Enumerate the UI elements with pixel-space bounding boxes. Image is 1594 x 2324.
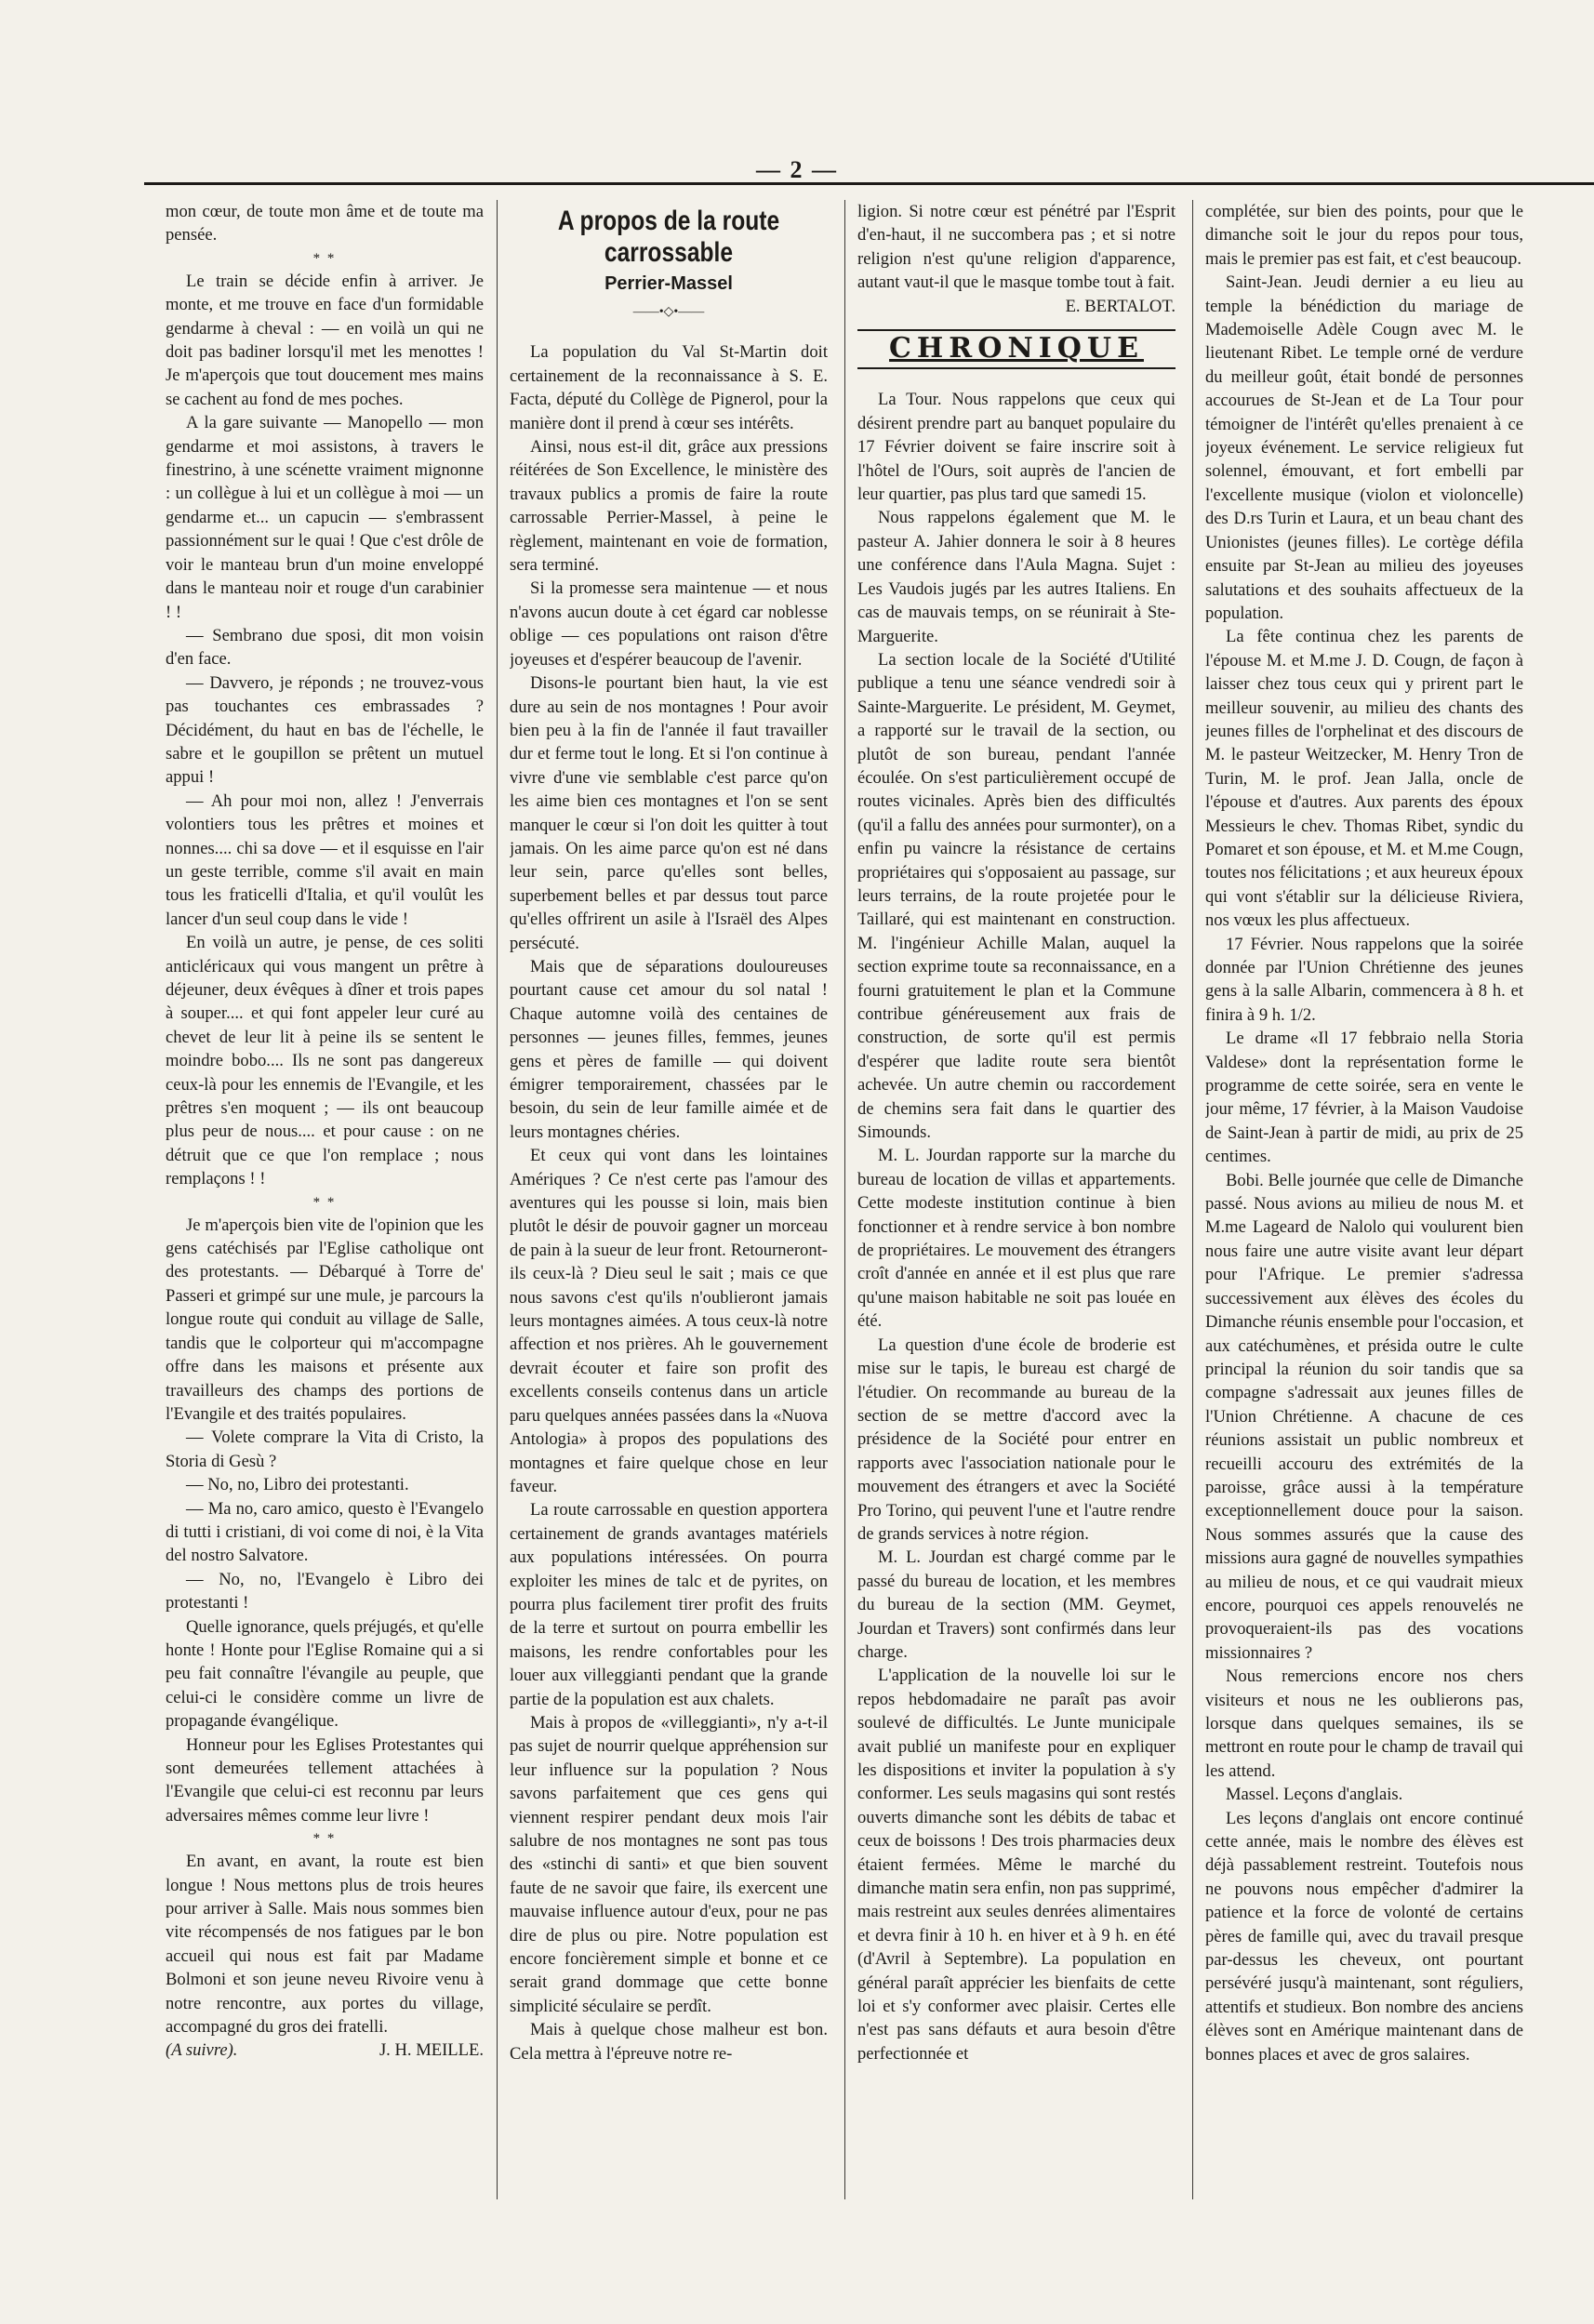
- paragraph: En voilà un autre, je pense, de ces soliti anticléricaux qui vous mangent un prêtre à déjeuner, deux évêques à dîner et trois papes à souper.... et qui font appeler leur curé au chevet de leur lit à peine ils se sentent le moindre bobo.... Ils ne sont pas dangereux ceux-là pour les ennemis de l'Evangile, et les prêtres s'en moquent ; — ils ont beaucoup plus peur de nous.... et pour cause : on ne détruit que ce que l'on remplace ; nous remplaçons ! !: [166, 933, 484, 1189]
- paragraph: La fête continua chez les parents de l'épouse M. et M.me J. D. Cougn, de façon à laisser chez tous ceux qui y prirent part le meilleur souvenir, au milieu des chants des jeunes filles de l'orphelinat et des discours de M. le pasteur Weitzecker, M. Henry Tron de Turin, M. le prof. Jean Jalla, oncle de l'épouse et d'autres. Aux parents des époux Messieurs le chev. Thomas Ribet, syndic du Pomaret et son épouse, et M. et M.me Cougn, toutes nos félicitations ; et aux heureux époux qui vont s'établir sur la délicieuse Riviera, nos vœux les plus affectueux.: [1205, 627, 1523, 931]
- paragraph: — Ah pour moi non, allez ! J'enverrais volontiers tous les prêtres et moines et nonnes.... chi sa dove — et il esquisse en l'air un geste terrible, comme s'il avait en main tous les fraticelli d'Italia, et qu'il voulût les lancer d'un seul coup dans le vide !: [166, 790, 484, 929]
- page-number: — 2 —: [756, 156, 838, 183]
- section-stars: * *: [312, 1831, 337, 1847]
- paragraph: La Tour. Nous rappelons que ceux qui désirent prendre part au banquet populaire du 17 Février doivent se faire inscrire soit à l'hôtel de l'Ours, soit auprès de l'ancien de leur quartier, pas plus tard que samedi 15.: [857, 390, 1176, 505]
- paragraph: mon cœur, de toute mon âme et de toute ma pensée.: [166, 202, 484, 246]
- author-signature: E. BERTALOT.: [1065, 296, 1176, 316]
- article-subtitle: Perrier-Massel: [604, 273, 733, 294]
- paragraph: L'application de la nouvelle loi sur le repos hebdomadaire ne paraît pas avoir soulevé de difficultés. Le Junte municipale avait publié un manifeste pour en expliquer les dispositions et inviter la population à s'y conformer. Les seuls magasins qui sont restés ouverts dimanche sont les débits de tabac et ceux de boissons ! Des trois pharmacies deux étaient fermées. Même le marché du dimanche matin sera enfin, non pas supprimé, mais restreint aux seules denrées alimentaires et devra finir à 10 h. en hiver et à 9 h. en été (d'Avril à Septembre). La population en général paraît apprécier les bienfaits de cette loi et s'y conformer avec plaisir. Certes elle n'est pas sans défauts et aura besoin d'être perfectionnée et: [857, 1666, 1176, 2064]
- paragraph: — Sembrano due sposi, dit mon voisin d'en face.: [166, 625, 484, 670]
- paragraph: Mais que de séparations douloureuses pourtant cause cet amour du sol natal ! Chaque automne voilà des centaines de personnes — jeunes filles, femmes, jeunes gens et pères de famille — qui doivent émigrer temporairement, chassées par le besoin, du sein de leur famille aimée et de leurs montagnes chéries.: [510, 956, 828, 1142]
- header-rule: [144, 182, 1594, 185]
- column-4: [1205, 200, 1523, 2199]
- paragraph: Disons-le pourtant bien haut, la vie est dure au sein de nos montagnes ! Pour avoir bien peu à la fin de l'année il faut travailler dur et ferme tout le long. Et si l'on continue à vivre d'une vie semblable c'est parce qu'on les aime bien ces montagnes et l'on se sent manquer le cœur si l'on doit les quitter à tout jamais. On les aime parce qu'on est né dans leur sein, parce qu'elles sont belles, superbement belles et par dessus tout parce qu'elles offrirent un asile à l'Israël des Alpes persécuté.: [510, 673, 828, 953]
- column-3: [857, 200, 1176, 2199]
- paragraph: M. L. Jourdan rapporte sur la marche du bureau de location de villas et appartements. Cette modeste institution continue à bien fonctionner et à rendre service à bon nombre de propriétaires. Le mouvement des étrangers croît d'année en année et il est plus que rare qu'une maison habitable ne soit pas louée en été.: [857, 1146, 1176, 1332]
- paragraph: Honneur pour les Eglises Protestantes qui sont demeurées tellement attachées à l'Evangile que celui-ci est reconnu par leurs adversaires mêmes comme leur livre !: [166, 1734, 484, 1826]
- column-1: [166, 200, 484, 2199]
- section-stars: * *: [312, 250, 337, 266]
- paragraph: La population du Val St-Martin doit certainement de la reconnaissance à S. E. Facta, député du Collège de Pignerol, pour la manière dont il prend à cœur ses intérêts.: [510, 342, 828, 433]
- paragraph: Le drame «Il 17 febbraio nella Storia Valdese» dont la représentation forme le programme de cette soirée, sera en vente le jour même, 17 février, à la Maison Vaudoise de Saint-Jean à partir de midi, au prix de 25 centimes.: [1205, 1029, 1523, 1167]
- section-stars: * *: [312, 1194, 337, 1210]
- paragraph: La route carrossable en question apportera certainement de grands avantages matériels aux populations intéressées. On pourra exploiter les mines de talc et de pyrites, on pourra plus facilement tirer profit des fruits de la terre et surtout on pourra embellir les maisons, les rendre confortables pour les louer aux villeggianti pendant que la grande partie de la population est aux chalets.: [510, 1500, 828, 1709]
- paragraph: Mais à quelque chose malheur est bon. Cela mettra à l'épreuve notre re-: [510, 2020, 828, 2064]
- article-columns: [166, 200, 1561, 2199]
- paragraph: Saint-Jean. Jeudi dernier a eu lieu au temple la bénédiction du mariage de Mademoiselle Adèle Cougn avec M. le lieutenant Ribet. Le temple orné de verdure du meilleur goût, était bondé de personnes accourues de St-Jean et de La Tour pour témoigner de l'intérêt qu'elles prenaient à ce joyeux événement. Le service religieux fut solennel, émouvant, et fort embelli par l'excellente musique (violon et violoncelle) des D.rs Turin et Laura, et un beau chant des Unionistes (jeunes filles). Le cortège défila ensuite par St-Jean au milieu des joyeuses salutations et des souhaits affectueux de la population.: [1205, 272, 1523, 623]
- paragraph: Quelle ignorance, quels préjugés, et qu'elle honte ! Honte pour l'Eglise Romaine qui a si peu fait connaître l'évangile au peuple, que celui-ci le considère comme un livre de propagande évangélique.: [166, 1616, 484, 1732]
- paragraph: En avant, en avant, la route est bien longue ! Nous mettons plus de trois heures pour arriver à Salle. Mais nous sommes bien vite récompensés de nos fatigues par le bon accueil qui nous est fait par Madame Bolmoni et son jeune neveu Rivoire venu à notre rencontre, aux portes du village, accompagné du gros dei fratelli.: [166, 1852, 484, 2038]
- chronique-header: [857, 329, 1176, 369]
- paragraph: Nous remercions encore nos chers visiteurs et nous ne les oublierons pas, lorsque dans quelques semaines, ils se mettront en route pour le champ de travail qui les attend.: [1205, 1667, 1523, 1781]
- a-suivre-note: (A suivre).: [166, 2040, 238, 2061]
- paragraph: Bobi. Belle journée que celle de Dimanche passé. Nous avions au milieu de nous M. et M.me Lageard de Nalolo qui voulurent bien nous faire une autre visite avant leur départ pour l'Afrique. Le premier s'adressa successivement aux élèves des écoles du Dimanche réunis ensemble pour l'occasion, et aux catéchumènes, et présida outre le culte principal la réunion du soir tandis que sa compagne s'adressait aux jeunes filles de l'Union Chrétienne. A chacune de ces réunions assistait un public nombreux et recueilli accouru des extrémités de la paroisse, grâce aussi à la température exceptionnellement douce pour la saison. Nous sommes assurés que la cause des missions aura gagné de nouvelles sympathies au milieu de nous, et ce qui vaudrait mieux encore, pourquoi ces appels renouvelés ne provoqueraient-ils pas des vocations missionnaires ?: [1205, 1170, 1523, 1663]
- paragraph: Si la promesse sera maintenue — et nous n'avons aucun doute à cet égard car noblesse oblige — ces populations ont raison d'être joyeuses et d'espérer beaucoup de l'avenir.: [510, 578, 828, 670]
- paragraph: Les leçons d'anglais ont encore continué cette année, mais le nombre des élèves est déjà passablement restreint. Toutefois nous ne pouvons nous empêcher d'admirer la patience et la force de volonté de certains pères de famille qui, avec du travail presque par-dessus les cheveux, ont pourtant persévéré jusqu'à maintenant, sont réguliers, attentifs et studieux. Bon nombre des anciens élèves sont en Amérique maintenant dans de bonnes places et avec de gros salaires.: [1205, 1808, 1523, 2065]
- ornament-divider: ——•◇•——: [632, 305, 705, 319]
- paragraph: — Davvero, je réponds ; ne trouvez-vous pas touchantes ces embrassades ? Décidément, du haut en bas de l'échelle, le sabre et le goupillon se prêtent un mutuel appui !: [166, 672, 484, 788]
- column-2: [510, 200, 828, 2199]
- paragraph: A la gare suivante — Manopello — mon gendarme et moi assistons, à travers le finestrino, à une scénette vraiment mignonne : un collègue à lui et un collègue à moi — un gendarme et... un capucin — s'embrassent passionnément sur le quai ! Que c'est drôle de voir le manteau brun d'un moine enveloppé dans le manteau noir et rouge d'un carabinier ! !: [166, 413, 484, 622]
- signature-line: [166, 2038, 484, 2062]
- paragraph: Le train se décide enfin à arriver. Je monte, et me trouve en face d'un formidable gendarme à cheval : — en voilà un qui ne doit pas badiner lorsqu'il met les menottes ! Je m'aperçois que tout doucement mes mains se cachent au fond de mes poches.: [166, 271, 484, 409]
- paragraph: La question d'une école de broderie est mise sur le tapis, le bureau est chargé de l'étudier. On recommande au bureau de la section de se mettre d'accord avec la présidence de la Société pour entrer en rapports avec l'association nationale pour le mouvement des étrangers et avec la Société Pro Torino, qui peuvent l'une et l'autre rendre de grands services à notre région.: [857, 1335, 1176, 1544]
- paragraph: La section locale de la Société d'Utilité publique a tenu une séance vendredi soir à Sainte-Marguerite. Le président, M. Geymet, a rapporté sur le travail de la section, ou plutôt de son bureau, pendant l'année écoulée. On s'est particulièrement occupé de routes vicinales. Après bien des difficultés (qu'il a fallu des années pour surmonter), on a enfin pu vaincre la résistance de certains propriétaires qui s'opposaient au passage, sur leurs terrains, de la route projetée pour le Taillaré, qui est maintenant en construction. M. l'ingénieur Achille Malan, auquel la section exprime toute sa reconnaissance, en a fourni gratuitement le plan et la Commune contribue généreusement aux frais de construction, de sorte qu'il est permis d'espérer que ladite route sera bientôt achevée. Un autre chemin ou raccordement de chemins sera fait dans le quartier des Simounds.: [857, 649, 1176, 1143]
- paragraph: Massel. Leçons d'anglais.: [1226, 1785, 1403, 1805]
- paragraph: Ainsi, nous est-il dit, grâce aux pressions réitérées de Son Excellence, le ministère des travaux publics a promis de faire la route carrossable Perrier-Massel, à peine le règlement, maintenant en voie de formation, sera terminé.: [510, 437, 828, 576]
- column-divider: [1192, 200, 1193, 2199]
- author-signature: J. H. MEILLE.: [379, 2040, 484, 2061]
- paragraph: — Volete comprare la Vita di Cristo, la Storia di Gesù ?: [166, 1428, 484, 1471]
- paragraph: 17 Février. Nous rappelons que la soirée donnée par l'Union Chrétienne des jeunes gens à la salle Albarin, commencera à 8 h. et finira à 9 h. 1/2.: [1205, 934, 1523, 1025]
- paragraph: — No, no, Libro dei protestanti.: [186, 1475, 409, 1495]
- paragraph: Nous rappelons également que M. le pasteur A. Jahier donnera le soir à 8 heures une conférence dans l'Aula Magna. Sujet : Les Vaudois jugés par les autres Italiens. En cas de mauvais temps, on se réunirait à Ste-Marguerite.: [857, 508, 1176, 646]
- paragraph: Je m'aperçois bien vite de l'opinion que les gens catéchisés par l'Eglise catholique ont des protestants. — Débarqué à Torre de' Passeri et grimpé sur une mule, je parcours la longue route qui conduit au village de Salle, tandis que le colporteur qui m'accompagne offre dans les maisons et présente aux travailleurs des champs des portions de l'Evangile et des traités populaires.: [166, 1215, 484, 1424]
- column-divider: [497, 200, 498, 2199]
- paragraph: ligion. Si notre cœur est pénétré par l'Esprit d'en-haut, il ne succombera pas ; et si notre religion n'est qu'une religion d'apparence, autant vaut-il que le masque tombe tout à fait.: [857, 202, 1176, 293]
- paragraph: — No, no, l'Evangelo è Libro dei protestanti !: [166, 1569, 484, 1614]
- column-divider: [844, 200, 845, 2199]
- paragraph: M. L. Jourdan est chargé comme par le passé du bureau de location, et les membres du bureau de la section (MM. Geymet, Jourdan et Travers) sont confirmés dans leur charge.: [857, 1547, 1176, 1662]
- paragraph: complétée, sur bien des points, pour que le dimanche soit le jour du repos pour tous, mais le premier pas est fait, et c'est beaucoup.: [1205, 202, 1523, 269]
- chronique-title: CHRONIQUE: [889, 332, 1144, 365]
- article-title: A propos de la route carrossable: [557, 206, 780, 268]
- paragraph: — Ma no, caro amico, questo è l'Evangelo di tutti i cristiani, di voi come di noi, è la Vita del nostro Salvatore.: [166, 1498, 484, 1566]
- paragraph: Et ceux qui vont dans les lointaines Amériques ? Ce n'est certe pas l'amour des aventures qui les pousse si loin, mais bien plutôt le désir de pouvoir gagner un morceau de pain à la sueur de leur front. Retourneront-ils ceux-là ? Dieu seul le sait ; mais ce que nous savons c'est qu'ils n'oublieront jamais leurs montagnes aimées. A tous ceux-là notre affection et nos prières. Ah le gouvernement devrait écouter et faire son profit des excellents conseils contenus dans un article paru quelques années passées dans la «Nuova Antologia» à propos des populations des montagnes et faire quelque chose en leur faveur.: [510, 1146, 828, 1496]
- paragraph: Mais à propos de «villeggianti», n'y a-t-il pas sujet de nourrir quelque appréhension sur leur influence sur la population ? Nous savons parfaitement que ces gens qui viennent respirer pendant deux mois l'air salubre de nos montagnes ne sont pas tous des «stinchi di santi» et que bien souvent faute de ne savoir que faire, ils exercent une mauvaise influence autour d'eux, pour ne pas dire de plus ou pire. Notre population est encore foncièrement simple et bonne et ce serait grand dommage que cette bonne simplicité séculaire se perdît.: [510, 1712, 828, 2016]
